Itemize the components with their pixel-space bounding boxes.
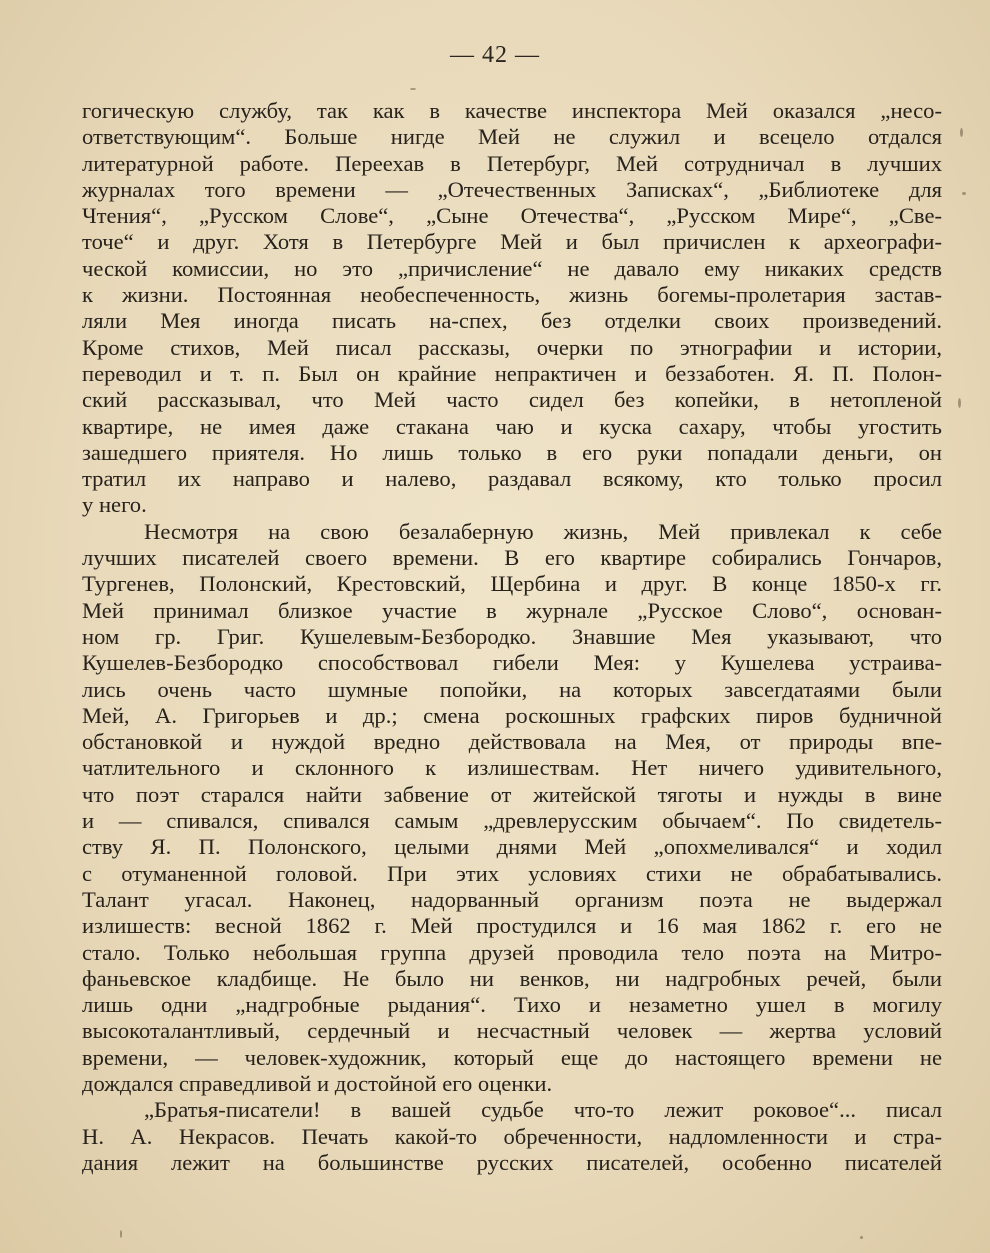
text-line — [82, 545, 942, 571]
page-number: — 42 — — [450, 42, 540, 68]
body-text — [82, 98, 942, 1176]
text-line-content: Кушелев-Безбородко способствовал гибели Мея: у Кушелева устраива- — [82, 650, 942, 676]
text-line — [82, 755, 942, 781]
text-line — [82, 650, 942, 676]
text-line-content: журналах того времени — „Отечественных Записках“, „Библиотеке для — [82, 176, 942, 202]
text-line-content: „Братья-писатели! в вашей судьбе что-то лежит роковое“... писал — [144, 1097, 942, 1123]
text-line — [82, 966, 942, 992]
text-line-content: тратил их направо и налево, раздавал всякому, кто только просил — [82, 466, 942, 492]
text-line — [82, 598, 942, 624]
text-line — [82, 282, 942, 308]
text-line — [82, 703, 942, 729]
text-line — [82, 1018, 942, 1044]
text-line — [82, 335, 942, 361]
text-line-content: переводил и т. п. Был он крайние непрактичен и беззаботен. Я. П. Полон- — [82, 360, 942, 386]
text-line — [82, 624, 942, 650]
text-line-content: фаньевское кладбище. Не было ни венков, ни надгробных речей, были — [82, 965, 942, 991]
text-line-content: дождался справедливой и достойной его оценки. — [82, 1070, 553, 1096]
text-line — [82, 1045, 942, 1071]
text-line-content: с отуманенной головой. При этих условиях стихи не обрабатывались. — [82, 860, 942, 886]
text-line-content: Тургенев, Полонский, Крестовский, Щербина и друг. В конце 1850-х гг. — [82, 571, 942, 597]
text-line-content: лучших писателей своего времени. В его квартире собирались Гончаров, — [82, 545, 942, 571]
text-line — [82, 98, 942, 124]
text-line-content: ном гр. Григ. Кушелевым-Безбородко. Знавшие Мея указывают, что — [82, 623, 942, 649]
text-line — [82, 808, 942, 834]
text-line — [82, 940, 942, 966]
text-line-content: обстановкой и нуждой вредно действовала на Мея, от природы впе- — [82, 729, 942, 755]
text-line-content: высокоталантливый, сердечный и несчастный человек — жертва условий — [82, 1018, 942, 1044]
text-line — [82, 887, 942, 913]
text-line-content: Мей принимал близкое участие в журнале „Русское Слово“, основан- — [82, 597, 942, 623]
text-line — [82, 1097, 942, 1123]
text-line — [82, 466, 942, 492]
text-line — [82, 519, 942, 545]
text-line-content: литературной работе. Переехав в Петербург, Мей сотрудничал в лучших — [82, 150, 942, 176]
text-line — [82, 782, 942, 808]
text-line-content: Кроме стихов, Мей писал рассказы, очерки по этнографии и истории, — [82, 334, 942, 360]
paper-speck — [960, 128, 963, 137]
text-line-content: зашедшего приятеля. Но лишь только в его руки попадали деньги, он — [82, 439, 942, 465]
text-line-content: излишеств: весной 1862 г. Мей простудился и 16 мая 1862 г. его не — [82, 913, 942, 939]
text-line-content: лишь одни „надгробные рыдания“. Тихо и незаметно ушел в могилу — [82, 992, 942, 1018]
text-line — [82, 229, 942, 255]
text-line-content: к жизни. Постоянная необеспеченность, жизнь богемы-пролетария застав- — [82, 282, 942, 308]
text-line — [82, 729, 942, 755]
text-line — [82, 414, 942, 440]
text-line — [82, 1071, 942, 1097]
text-line — [82, 203, 942, 229]
paper-speck — [958, 398, 961, 408]
text-line-content: гогическую службу, так как в качестве инспектора Мей оказался „несо- — [82, 98, 942, 123]
text-line-content: ляли Мея иногда писать на-спех, без отделки своих произведений. — [82, 308, 942, 334]
text-line — [82, 124, 942, 150]
text-line — [82, 308, 942, 334]
text-line — [82, 361, 942, 387]
text-line-content: лись очень часто шумные попойки, на которых завсегдатаями были — [82, 676, 942, 702]
paper-speck — [120, 1230, 122, 1238]
text-line-content: чатлительного и склонного к излишествам. Нет ничего удивительного, — [82, 755, 942, 781]
text-line-content: Чтения“, „Русском Слове“, „Сыне Отечества“, „Русском Мире“, „Све- — [82, 203, 942, 229]
text-line — [82, 1124, 942, 1150]
paper-speck — [860, 1236, 863, 1239]
text-line — [82, 256, 942, 282]
text-line-content: ческой комиссии, но это „причисление“ не давало ему никаких средств — [82, 255, 942, 281]
text-line — [82, 571, 942, 597]
text-line — [82, 913, 942, 939]
text-line — [82, 492, 942, 518]
paper-speck — [410, 88, 416, 90]
text-line — [82, 861, 942, 887]
text-line-content: ству Я. П. Полонского, целыми днями Мей „опохмеливался“ и ходил — [82, 834, 942, 860]
text-line — [82, 677, 942, 703]
text-line — [82, 834, 942, 860]
text-line-content: и — спивался, спивался самым „древлерусским обычаем“. По свидетель- — [82, 808, 942, 834]
text-line-content: стало. Только небольшая группа друзей проводила тело поэта на Митро- — [82, 939, 942, 965]
text-line — [82, 1150, 942, 1176]
text-line-content: времени, — человек-художник, который еще до настоящего времени не — [82, 1044, 942, 1070]
text-line-content: что поэт старался найти забвение от житейской тяготы и нужды в вине — [82, 781, 942, 807]
text-line — [82, 992, 942, 1018]
text-line-content: ский рассказывал, что Мей часто сидел без копейки, в нетопленой — [82, 387, 942, 413]
text-line-content: Несмотря на свою безалаберную жизнь, Мей привлекал к себе — [144, 518, 942, 544]
text-line — [82, 440, 942, 466]
text-line — [82, 387, 942, 413]
text-line-content: точе“ и друг. Хотя в Петербурге Мей и был причислен к археографи- — [82, 229, 942, 255]
text-line-content: ответствующим“. Больше нигде Мей не служил и всецело отдался — [82, 124, 942, 150]
text-line — [82, 151, 942, 177]
text-line-content: дания лежит на большинстве русских писателей, особенно писателей — [82, 1149, 942, 1175]
text-line — [82, 177, 942, 203]
paper-speck — [962, 192, 966, 195]
text-line-content: Н. А. Некрасов. Печать какой-то обреченности, надломленности и стра- — [82, 1123, 942, 1149]
text-line-content: у него. — [82, 492, 147, 518]
text-line-content: Мей, А. Григорьев и др.; смена роскошных графских пиров будничной — [82, 702, 942, 728]
text-line-content: Талант угасал. Наконец, надорванный организм поэта не выдержал — [82, 886, 942, 912]
text-line-content: квартире, не имея даже стакана чаю и куска сахару, чтобы угостить — [82, 413, 942, 439]
